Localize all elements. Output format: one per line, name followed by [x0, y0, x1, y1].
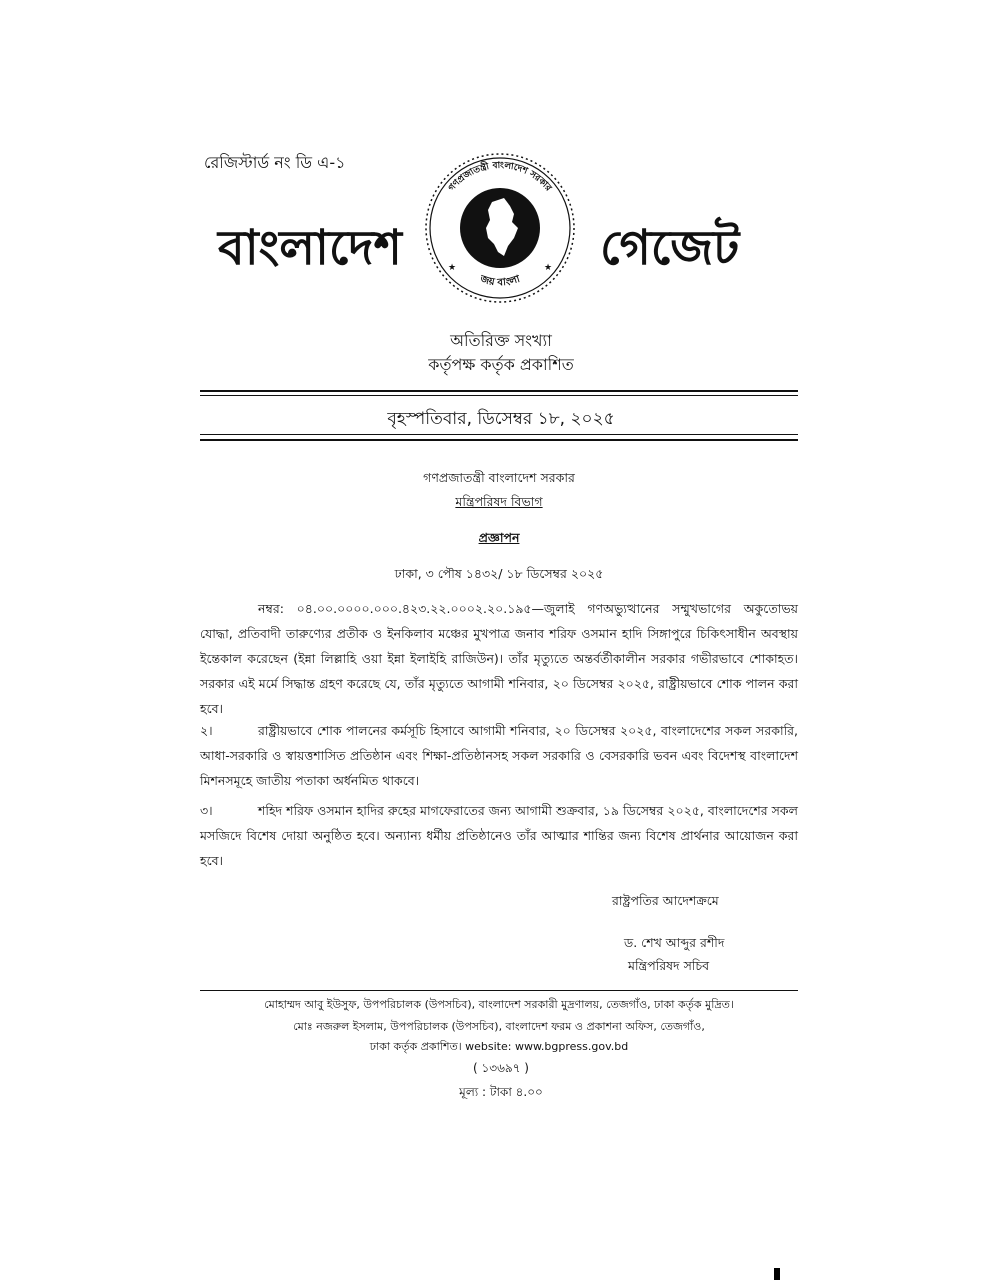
- gazette-title-left: বাংলাদেশ: [218, 220, 402, 276]
- paragraph-3-number: ৩।: [200, 803, 213, 818]
- header-divider-bottom-thin: [200, 434, 798, 435]
- scan-mark: [774, 1268, 780, 1280]
- division-name: মন্ত্রিপরিষদ বিভাগ: [455, 494, 543, 509]
- header-divider-bottom: [200, 439, 798, 441]
- notice-heading-wrap: [200, 530, 798, 550]
- issue-date: বৃহস্পতিবার, ডিসেম্বর ১৮, ২০২৫: [387, 409, 615, 429]
- paragraph-3: [200, 798, 798, 873]
- notice-heading: প্রজ্ঞাপন: [478, 530, 520, 545]
- footer-line-2: মোঃ নজরুল ইসলাম, উপপরিচালক (উপসচিব), বাংলাদেশ ফরম ও প্রকাশনা অফিস, তেজগাঁও,: [293, 1020, 705, 1033]
- extra-issue-label: অতিরিক্ত সংখ্যা: [450, 331, 552, 350]
- signatory-name: ড. শেখ আব্দুর রশীদ: [624, 935, 725, 950]
- price: মূল্য : টাকা ৪.০০: [459, 1085, 543, 1099]
- svg-text:★: ★: [448, 263, 457, 273]
- government-seal-icon: [418, 152, 582, 304]
- footer-line-3: ঢাকা কর্তৃক প্রকাশিত। website: www.bgpress.gov.bd: [369, 1040, 629, 1053]
- footer-line-1: মোহাম্মদ আবু ইউসুফ, উপপরিচালক (উপসচিব), বাংলাদেশ সরকারী মুদ্রণালয়, তেজগাঁও, ঢাকা কর্তৃক মুদ্রিত।: [264, 998, 734, 1011]
- paragraph-3-text: শহিদ শরিফ ওসমান হাদির রুহের মাগফেরাতের জন্য আগামী শুক্রবার, ১৯ ডিসেম্বর ২০২৫, বাংলাদেশের সকল মসজিদে বিশেষ দোয়া অনুষ্ঠিত হবে। অন্যান্য ধর্মীয় প্রতিষ্ঠানেও তাঁর আত্মার শান্তির জন্য বিশেষ প্রার্থনার আয়োজন করা হবে।: [200, 803, 798, 868]
- paragraph-2: [200, 718, 798, 793]
- division-name-wrap: [200, 494, 798, 514]
- registration-number: রেজিস্টার্ড নং ডি এ-১: [204, 153, 346, 172]
- published-by-label: কর্তৃপক্ষ কর্তৃক প্রকাশিত: [428, 355, 574, 374]
- signatory-title: মন্ত্রিপরিষদ সচিব: [628, 958, 710, 973]
- seal-text-bottom: জয় বাংলা: [478, 273, 522, 289]
- svg-text:জয় বাংলা: [478, 273, 523, 288]
- paragraph-2-text: রাষ্ট্রীয়ভাবে শোক পালনের কর্মসূচি হিসাবে আগামী শনিবার, ২০ ডিসেম্বর ২০২৫, বাংলাদেশের সকল সরকারি, আধা-সরকারি ও স্বায়ত্তশাসিত প্রতিষ্ঠান এবং শিক্ষা-প্রতিষ্ঠানসহ সকল সরকারি ও বেসরকারি ভবন এবং বিদেশস্থ বাংলাদেশ মিশনসমূহে জাতীয় পতাকা অর্ধনমিত থাকবে।: [200, 723, 798, 788]
- header-divider-top: [200, 390, 798, 392]
- by-order: রাষ্ট্রপতির আদেশক্রমে: [612, 893, 719, 908]
- svg-text:★: ★: [544, 263, 553, 273]
- gazette-title-right: গেজেট: [600, 220, 740, 276]
- seal-text-top: গণপ্রজাতন্ত্রী বাংলাদেশ সরকার: [446, 160, 554, 194]
- place-date: ঢাকা, ৩ পৌষ ১৪৩২/ ১৮ ডিসেম্বর ২০২৫: [394, 566, 604, 581]
- paragraph-1-text: নম্বর: ০৪.০০.০০০০.০০০.৪২৩.২২.০০০২.২০.১৯৫—জুলাই গণঅভ্যুত্থানের সম্মুখভাগের অকুতোভয় যোদ্ধা, প্রতিবাদী তারুণ্যের প্রতীক ও ইনকিলাব মঞ্চের মুখপাত্র জনাব শরিফ ওসমান হাদি সিঙ্গাপুরে চিকিৎসাধীন অবস্থায় ইন্তেকাল করেছেন (ইন্না লিল্লাহি ওয়া ইন্না ইলাইহি রাজিউন)। তাঁর মৃত্যুতে অন্তর্বর্তীকালীন সরকার গভীরভাবে শোকাহত। সরকার এই মর্মে সিদ্ধান্ত গ্রহণ করেছে যে, তাঁর মৃত্যুতে আগামী শনিবার, ২০ ডিসেম্বর ২০২৫, রাষ্ট্রীয়ভাবে শোক পালন করা হবে।: [200, 601, 798, 716]
- header-divider-top-thin: [200, 395, 798, 396]
- paragraph-2-number: ২।: [200, 723, 213, 738]
- footer-divider: [200, 990, 798, 991]
- government-name: গণপ্রজাতন্ত্রী বাংলাদেশ সরকার: [423, 470, 575, 485]
- page-number: ( ১৩৬৯৭ ): [473, 1061, 529, 1075]
- paragraph-1: [200, 596, 798, 721]
